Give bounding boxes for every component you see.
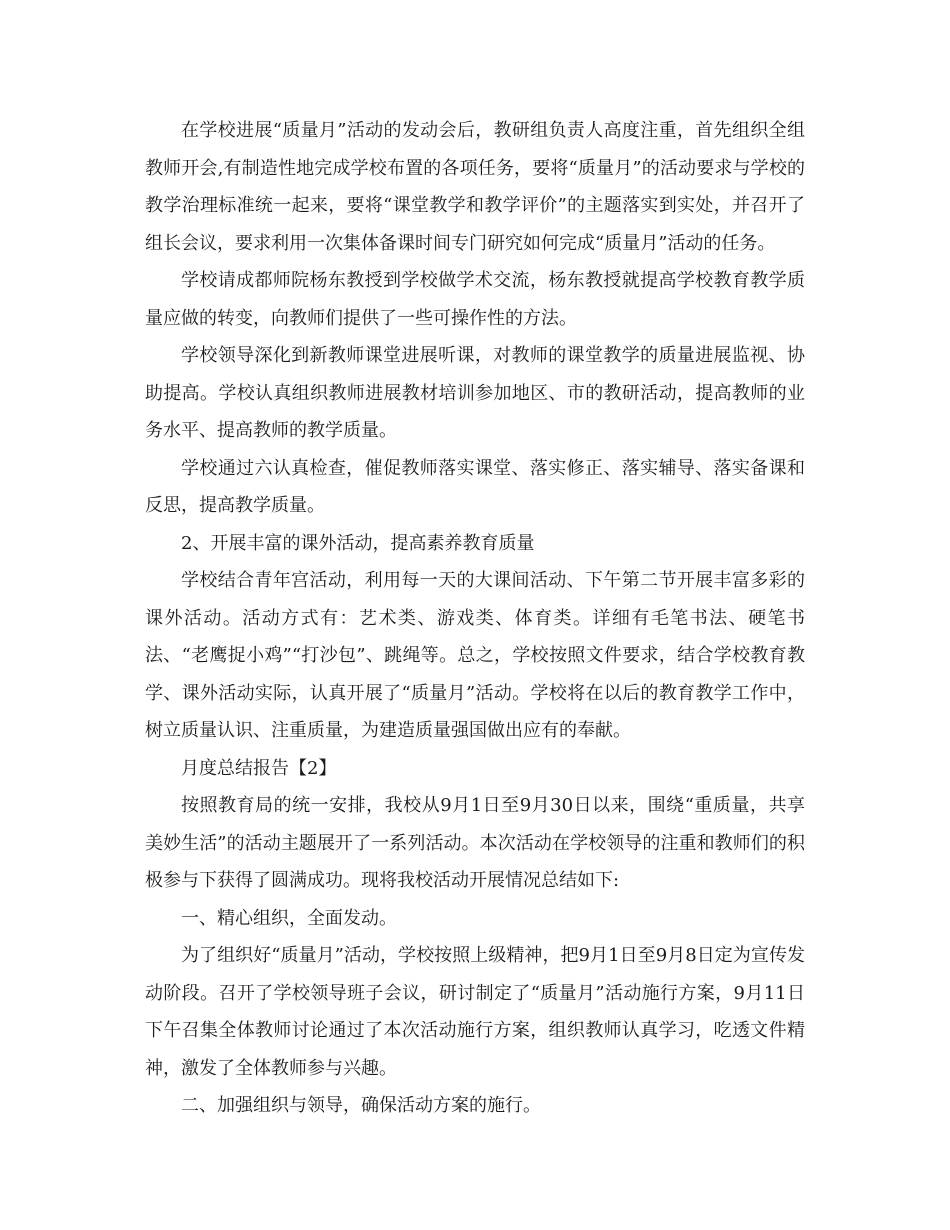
- paragraph: 学校领导深化到新教师课堂进展听课，对教师的课堂教学的质量进展监视、协助提高。学校认真组织教师进展教材培训参加地区、市的教研活动，提高教师的业务水平、提高教师的教学质量。: [145, 345, 805, 441]
- section-heading: 二、加强组织与领导，确保活动方案的施行。: [181, 1095, 541, 1116]
- section-heading: 2、开展丰富的课外活动，提高素养教育质量: [181, 532, 535, 554]
- section-heading: 一、精心组织，全面发动。: [181, 907, 397, 929]
- document-body: [145, 112, 805, 1125]
- paragraph: 为了组织好“质量月”活动，学校按照上级精神，把9月1日至9月8日定为宣传发动阶段。召开了学校领导班子会议，研讨制定了“质量月”活动施行方案，9月11日下午召集全体教师讨论通过了本次活动施行方案，组织教师认真学习，吃透文件精神，激发了全体教师参与兴趣。: [145, 945, 805, 1079]
- report-title: 月度总结报告【2】: [181, 757, 337, 779]
- paragraph: 学校通过六认真检查，催促教师落实课堂、落实修正、落实辅导、落实备课和反思，提高教学质量。: [145, 457, 805, 516]
- paragraph: 学校结合青年宫活动，利用每一天的大课间活动、下午第二节开展丰富多彩的课外活动。活动方式有：艺术类、游戏类、体育类。详细有毛笔书法、硬笔书法、“老鹰捉小鸡”“打沙包”、跳绳等。总之，学校按照文件要求，结合学校教育教学、课外活动实际，认真开展了“质量月”活动。学校将在以后的教育教学工作中，树立质量认识、注重质量，为建造质量强国做出应有的奉献。: [145, 570, 805, 741]
- paragraph: 在学校进展“质量月”活动的发动会后，教研组负责人高度注重，首先组织全组教师开会,有制造性地完成学校布置的各项任务，要将“质量月”的活动要求与学校的教学治理标准统一起来，要将“课堂教学和教学评价”的主题落实到实处，并召开了组长会议，要求利用一次集体备课时间专门研究如何完成“质量月”活动的任务。: [145, 120, 805, 254]
- paragraph: 按照教育局的统一安排，我校从9月1日至9月30日以来，围绕“重质量，共享美妙生活”的活动主题展开了一系列活动。本次活动在学校领导的注重和教师们的积极参与下获得了圆满成功。现将我校活动开展情况总结如下:: [145, 795, 805, 891]
- paragraph: 学校请成都师院杨东教授到学校做学术交流，杨东教授就提高学校教育教学质量应做的转变，向教师们提供了一些可操作性的方法。: [145, 270, 805, 329]
